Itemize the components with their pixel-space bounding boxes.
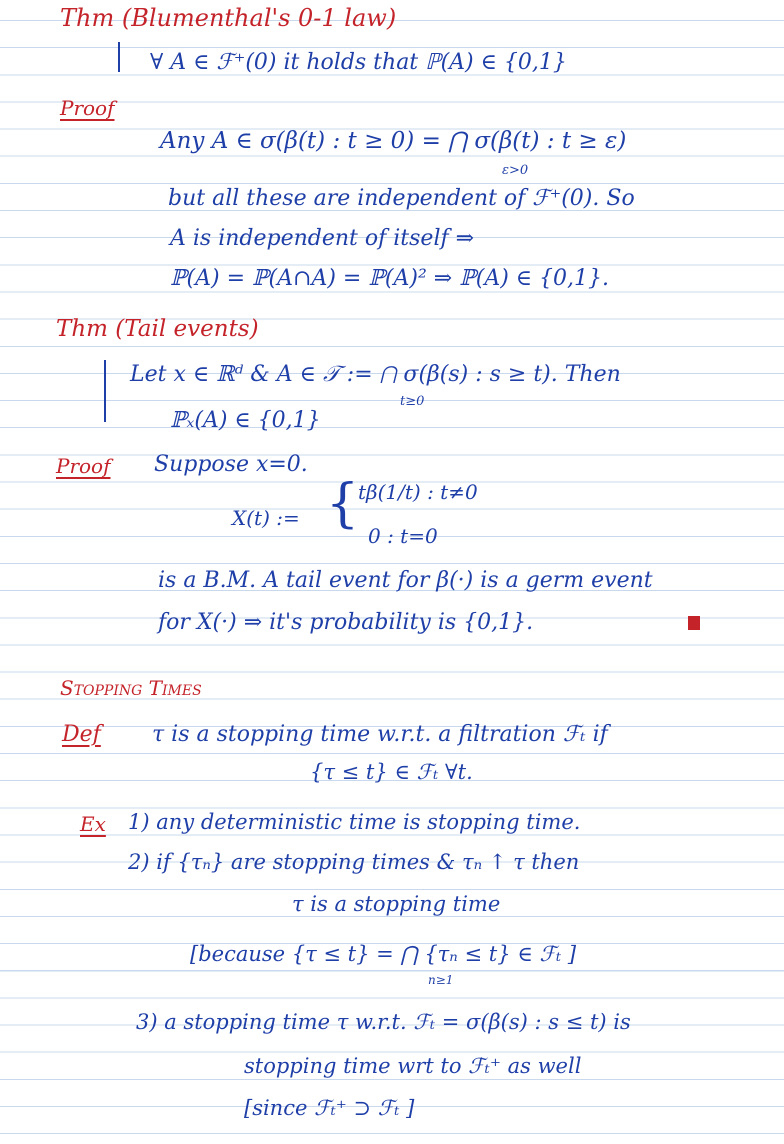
proof2-cases-brace: { xyxy=(326,474,360,534)
thm1-statement: ∀ A ∈ ℱ⁺(0) it holds that ℙ(A) ∈ {0,1} xyxy=(150,50,567,75)
thm2-line1: Let x ∈ ℝᵈ & A ∈ 𝒯 := ⋂ σ(β(s) : s ≥ t). Then xyxy=(130,362,621,387)
thm2-line1-sub: t≥0 xyxy=(400,394,425,409)
proof1-line3: A is independent of itself ⇒ xyxy=(170,226,475,251)
ex-label: Ex xyxy=(80,812,106,836)
proof2-line1: Suppose x=0. xyxy=(154,452,308,477)
ex2c-sub: n≥1 xyxy=(428,973,454,987)
thm1-margin-bar xyxy=(118,42,120,72)
proof1-line1-sub: ε>0 xyxy=(502,163,529,178)
proof1-line2: but all these are independent of ℱ⁺(0). So xyxy=(168,186,635,211)
proof2-line3: for X(·) ⇒ it's probability is {0,1}. xyxy=(158,610,534,635)
ex3b: stopping time wrt to ℱₜ⁺ as well xyxy=(244,1054,582,1078)
thm1-heading: Thm (Blumenthal's 0-1 law) xyxy=(60,4,397,32)
ex2b: τ is a stopping time xyxy=(292,892,501,916)
thm2-margin-bar xyxy=(104,360,106,422)
def-line2: {τ ≤ t} ∈ ℱₜ ∀t. xyxy=(310,760,473,784)
ex2c: [because {τ ≤ t} = ⋂ {τₙ ≤ t} ∈ ℱₜ ] xyxy=(190,942,577,966)
ex3c: [since ℱₜ⁺ ⊃ ℱₜ ] xyxy=(244,1096,415,1120)
proof2-case2: 0 : t=0 xyxy=(368,524,438,548)
proof1-label: Proof xyxy=(60,96,115,120)
qed-square xyxy=(688,616,700,630)
proof2-label: Proof xyxy=(56,454,111,478)
proof2-case1: tβ(1/t) : t≠0 xyxy=(358,480,478,504)
ex3: 3) a stopping time τ w.r.t. ℱₜ = σ(β(s) : s ≤ t) is xyxy=(136,1010,631,1034)
proof2-def-lhs: X(t) := xyxy=(232,506,300,530)
def-label: Def xyxy=(62,722,101,747)
ex2: 2) if {τₙ} are stopping times & τₙ ↑ τ then xyxy=(128,850,580,874)
thm2-line2: ℙₓ(A) ∈ {0,1} xyxy=(170,408,321,433)
proof1-line1: Any A ∈ σ(β(t) : t ≥ 0) = ⋂ σ(β(t) : t ≥ ε) xyxy=(160,128,627,154)
ex1: 1) any deterministic time is stopping time. xyxy=(128,810,581,834)
thm2-heading: Thm (Tail events) xyxy=(56,316,259,342)
proof2-line2: is a B.M. A tail event for β(·) is a germ event xyxy=(158,568,653,593)
proof1-line4: ℙ(A) = ℙ(A∩A) = ℙ(A)² ⇒ ℙ(A) ∈ {0,1}. xyxy=(170,266,610,291)
section-title: Stopping Times xyxy=(60,676,202,700)
def-line1: τ is a stopping time w.r.t. a filtration ℱₜ if xyxy=(152,722,608,747)
